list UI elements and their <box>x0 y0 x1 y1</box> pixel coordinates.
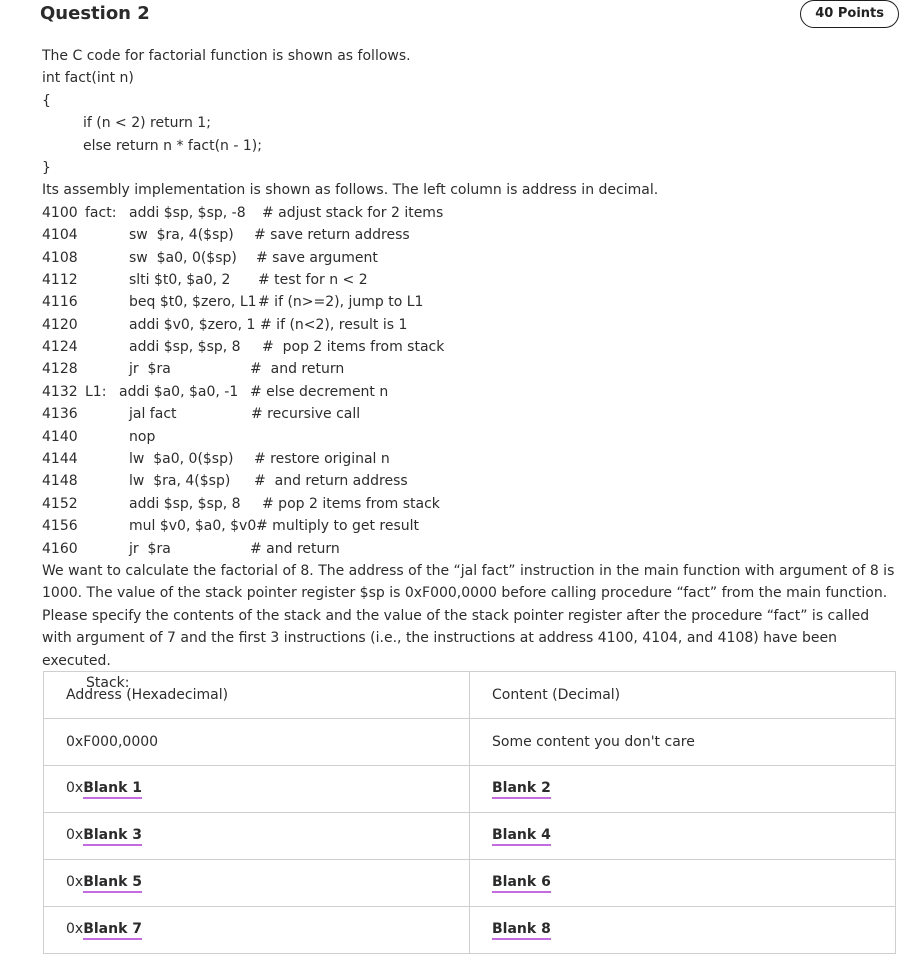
blank-7-input[interactable]: Blank 7 <box>83 921 142 940</box>
content-cell <box>470 860 896 907</box>
asm-line: 4108 sw $a0, 0($sp) # save argument <box>42 249 378 266</box>
content-cell <box>470 766 896 813</box>
blank-8-input[interactable]: Blank 8 <box>492 921 551 940</box>
intro-text: The C code for factorial function is shown as follows. <box>42 48 411 64</box>
address-cell <box>44 813 470 860</box>
asm-intro: Its assembly implementation is shown as follows. The left column is address in decimal. <box>42 182 659 199</box>
c-code-line: else return n * fact(n - 1); <box>83 137 262 154</box>
hex-prefix: 0x <box>66 779 84 796</box>
address-column-header: Address (Hexadecimal) <box>44 672 470 719</box>
content-cell: Some content you don't care <box>470 719 896 766</box>
asm-line: 4128 jr $ra # and return <box>42 361 345 378</box>
table-row <box>44 766 896 813</box>
content-cell <box>470 907 896 954</box>
c-code-line: int fact(int n) <box>42 70 134 87</box>
asm-line: 4144 lw $a0, 0($sp) # restore original n <box>42 451 390 468</box>
asm-line: 4156 mul $v0, $a0, $v0 # multiply to get result <box>42 518 420 535</box>
question-title: Question 2 <box>40 3 150 24</box>
address-cell <box>44 860 470 907</box>
asm-line: 4152 addi $sp, $sp, 8 # pop 2 items from stack <box>42 495 440 512</box>
asm-line: 4120 addi $v0, $zero, 1 # if (n<2), result is 1 <box>42 316 408 333</box>
content-column-header: Content (Decimal) <box>470 672 896 719</box>
hex-prefix: 0x <box>66 920 84 937</box>
assembly-listing <box>42 202 902 560</box>
asm-line: 4100 fact: addi $sp, $sp, -8 # adjust stack for 2 items <box>42 204 444 221</box>
stack-label: Stack: <box>86 675 130 692</box>
content-cell <box>470 813 896 860</box>
asm-line: 4140 nop <box>42 428 156 445</box>
asm-line: 4116 beq $t0, $zero, L1 # if (n>=2), jump to L1 <box>42 294 424 311</box>
problem-statement: We want to calculate the factorial of 8. The address of the “jal fact” instruction in the main function with argument of 8 is 1000. The value of the stack pointer register $sp is 0xF000,0000 before calling procedure “fact” from the main function. Please specify the contents of the stack and the value of the stack pointer register after the procedure “fact” is called with argument of 7 and the first 3 instructions (i.e., the instructions at address 4100, 4104, and 4108) have been executed. <box>42 562 895 669</box>
asm-line: 4124 addi $sp, $sp, 8 # pop 2 items from stack <box>42 339 445 356</box>
asm-line: 4160 jr $ra # and return <box>42 540 340 557</box>
blank-3-input[interactable]: Blank 3 <box>83 827 142 846</box>
hex-prefix: 0x <box>66 826 84 843</box>
c-code-line: { <box>42 92 51 109</box>
table-row <box>44 860 896 907</box>
asm-line: 4148 lw $ra, 4($sp) # and return address <box>42 473 408 490</box>
hex-prefix: 0x <box>66 873 84 890</box>
asm-line: 4112 slti $t0, $a0, 2 # test for n < 2 <box>42 271 368 288</box>
address-cell: 0xF000,0000 <box>44 719 470 766</box>
table-row <box>44 813 896 860</box>
question-header <box>40 3 900 33</box>
blank-6-input[interactable]: Blank 6 <box>492 874 551 893</box>
asm-line: 4104 sw $ra, 4($sp) # save return address <box>42 227 410 244</box>
c-code-line: } <box>42 159 51 176</box>
address-cell <box>44 907 470 954</box>
blank-1-input[interactable]: Blank 1 <box>83 780 142 799</box>
question-body <box>42 45 902 694</box>
points-badge: 40 Points <box>800 0 899 28</box>
asm-line: 4132 L1: addi $a0, $a0, -1 # else decrement n <box>42 383 389 400</box>
blank-4-input[interactable]: Blank 4 <box>492 827 551 846</box>
table-header-row <box>44 672 896 719</box>
blank-5-input[interactable]: Blank 5 <box>83 874 142 893</box>
stack-table <box>43 671 896 954</box>
c-code-line: if (n < 2) return 1; <box>83 115 211 132</box>
asm-line: 4136 jal fact # recursive call <box>42 406 361 423</box>
table-row <box>44 907 896 954</box>
blank-2-input[interactable]: Blank 2 <box>492 780 551 799</box>
address-cell <box>44 766 470 813</box>
table-row <box>44 719 896 766</box>
